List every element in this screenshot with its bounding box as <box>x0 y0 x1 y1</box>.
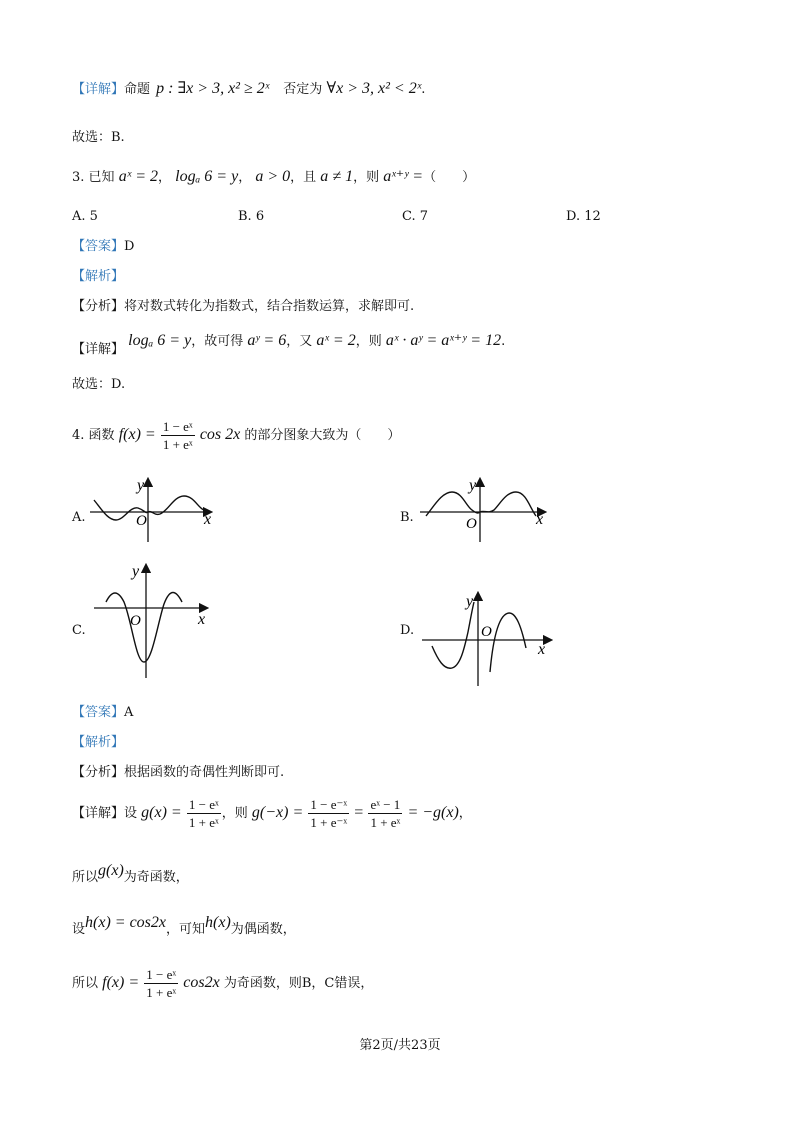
text: 为奇函数，则B，C错误， <box>223 976 374 991</box>
math: = <box>354 804 364 821</box>
numerator: 1 − eˣ <box>146 967 177 982</box>
curve-d-left <box>432 602 474 668</box>
denominator: 1 + e⁻ˣ <box>310 815 348 830</box>
numerator: eˣ − 1 <box>370 797 401 812</box>
math: aʸ = 6 <box>247 332 287 349</box>
fenxi-tag: 【分析】 <box>72 765 125 780</box>
answer-line <box>72 704 133 722</box>
analysis-tag: 【解析】 <box>72 269 125 284</box>
option-d <box>566 208 601 226</box>
text: 所以 <box>72 870 99 885</box>
question-number: 3. 已知 <box>72 170 115 185</box>
fraction <box>368 796 402 831</box>
math-cond: a > 0 <box>255 168 291 185</box>
origin-label: O <box>130 613 141 629</box>
option-c <box>402 208 428 226</box>
math: g(x) <box>98 862 124 879</box>
question-number: 4. 函数 <box>72 428 115 443</box>
choice-line: 故选：D. <box>72 377 126 392</box>
even-line <box>72 914 296 939</box>
x-axis-label: x <box>204 511 212 528</box>
text: ，则 <box>355 334 382 349</box>
option-a <box>72 208 98 226</box>
numerator: 1 − eˣ <box>162 419 193 434</box>
answer-tag: 【答案】 <box>72 705 125 720</box>
origin-label: O <box>481 624 492 640</box>
graph-d <box>420 590 560 690</box>
text: ， <box>238 170 252 185</box>
question-3-stem <box>72 168 475 187</box>
curve-c <box>106 593 182 663</box>
math: f(x) = <box>102 974 140 991</box>
analysis-tag: 【解析】 <box>72 735 125 750</box>
fenxi-line <box>72 298 414 316</box>
curve-a <box>94 496 204 520</box>
math: = −g(x) <box>407 804 459 821</box>
math: h(x) = cos2x <box>85 914 166 931</box>
detail-tag: 【详解】 <box>72 806 125 821</box>
text: ，且 <box>290 170 317 185</box>
text: 为奇函数， <box>123 870 189 885</box>
option-value: 7 <box>419 209 429 224</box>
detail-line-q4 <box>72 796 472 831</box>
y-axis-label: y <box>466 593 474 610</box>
math-proposition: p : ∃x > 3, x² ≥ 2ˣ <box>156 80 270 97</box>
option-value: 5 <box>89 209 98 224</box>
text: （ ） <box>423 170 476 185</box>
text: . <box>501 334 506 349</box>
option-label: A. <box>72 209 86 224</box>
text: ，又 <box>286 334 313 349</box>
detail-tag: 【详解】 <box>72 82 125 97</box>
graph-c <box>92 562 222 682</box>
answer-tag: 【答案】 <box>72 239 125 254</box>
numerator: 1 − e⁻ˣ <box>310 797 348 812</box>
x-axis-label: x <box>538 641 546 658</box>
answer-value: A <box>124 705 134 720</box>
text: 设 <box>124 806 138 821</box>
option-label: D. <box>566 209 581 224</box>
option-value: 6 <box>255 209 265 224</box>
fraction <box>144 966 178 1001</box>
text: 否定为 <box>283 82 323 97</box>
text: ， <box>158 170 172 185</box>
math-target: aˣ⁺ʸ = <box>383 168 424 185</box>
option-label: B. <box>238 209 252 224</box>
math: g(x) = <box>141 804 182 821</box>
denominator: 1 + eˣ <box>188 815 219 830</box>
math-cond: aˣ = 2 <box>118 168 158 185</box>
denominator: 1 + eˣ <box>162 437 193 452</box>
x-axis-label: x <box>198 611 206 628</box>
fraction <box>187 796 221 831</box>
math: cos 2x <box>199 426 241 443</box>
math: aˣ · aʸ = aˣ⁺ʸ = 12 <box>385 332 502 349</box>
y-axis-label: y <box>469 477 477 494</box>
text: ，可知 <box>166 922 206 937</box>
graph-c-label: C. <box>72 623 86 638</box>
option-b <box>238 208 264 226</box>
choice-line: 故选：B. <box>72 130 125 145</box>
fraction <box>161 418 195 453</box>
denominator: 1 + eˣ <box>370 815 401 830</box>
graph-d-label: D. <box>400 623 415 638</box>
y-axis-label: y <box>137 477 145 494</box>
math: g(−x) = <box>251 804 304 821</box>
y-axis-label: y <box>132 563 140 580</box>
text: ， <box>458 806 472 821</box>
origin-label: O <box>136 513 147 529</box>
graph-a-label: A. <box>72 510 86 525</box>
numerator: 1 − eˣ <box>188 797 219 812</box>
math-cond: a ≠ 1 <box>320 168 354 185</box>
denominator: 1 + eˣ <box>146 985 177 1000</box>
math: aˣ = 2 <box>316 332 356 349</box>
option-label: C. <box>402 209 416 224</box>
conclusion-line <box>72 966 373 1001</box>
x-axis-label: x <box>536 511 544 528</box>
text: ，则 <box>221 806 248 821</box>
detail-line-q2 <box>72 80 425 99</box>
math: cos2x <box>183 974 220 991</box>
answer-line <box>72 238 134 256</box>
text: ，故可得 <box>191 334 244 349</box>
text: 命题 <box>124 82 151 97</box>
fenxi-text: 根据函数的奇偶性判断即可. <box>124 765 285 780</box>
text: 的部分图象大致为（ ） <box>244 428 401 443</box>
answer-value: D <box>124 239 135 254</box>
origin-label: O <box>466 516 477 532</box>
fenxi-text: 将对数式转化为指数式，结合指数运算，求解即可. <box>124 299 415 314</box>
detail-line-q3 <box>72 332 506 357</box>
option-value: 12 <box>584 209 601 224</box>
graph-a <box>88 476 238 546</box>
graph-b <box>418 476 568 546</box>
text: 为偶函数， <box>230 922 296 937</box>
text: 设 <box>72 922 86 937</box>
math: logₐ 6 = y <box>128 332 192 349</box>
math: f(x) = <box>118 426 156 443</box>
odd-line <box>72 862 189 887</box>
math-negation: ∀x > 3, x² < 2ˣ <box>326 80 422 97</box>
question-4-stem <box>72 418 400 453</box>
detail-tag: 【详解】 <box>72 342 125 357</box>
fenxi-tag: 【分析】 <box>72 299 125 314</box>
math: h(x) <box>205 914 231 931</box>
text: 所以 <box>72 976 99 991</box>
page-footer: 第2页/共23页 <box>359 1038 441 1053</box>
fraction <box>308 796 349 831</box>
graph-b-label: B. <box>400 510 414 525</box>
fenxi-line <box>72 764 284 782</box>
text: . <box>421 82 426 97</box>
text: ，则 <box>353 170 380 185</box>
curve-d-right <box>490 613 526 672</box>
math-cond: logₐ 6 = y <box>175 168 239 185</box>
